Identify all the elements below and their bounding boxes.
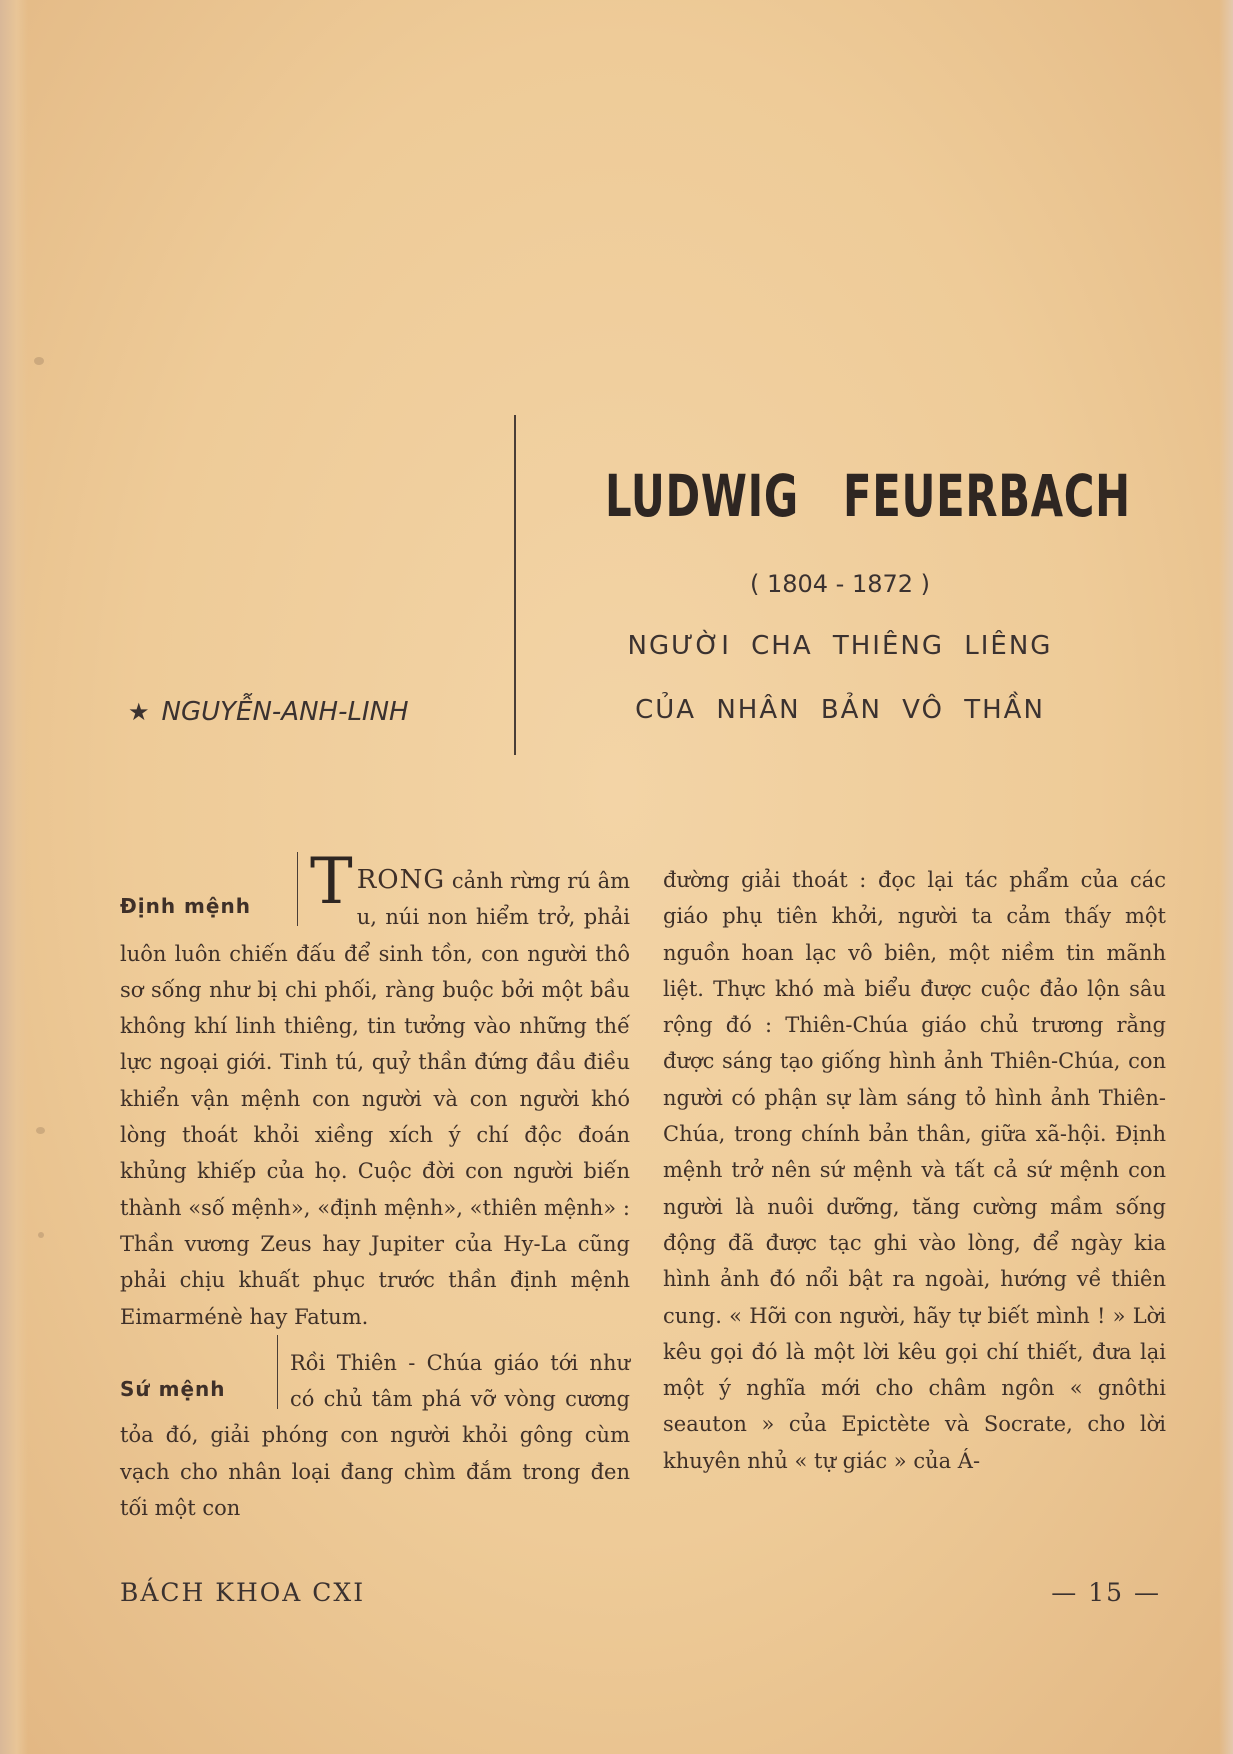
heading-rule (297, 852, 299, 926)
author-byline (128, 697, 409, 727)
star-icon: ★ (128, 698, 150, 726)
stain-mark (36, 1127, 45, 1134)
footer-page-number: — 15 — (1051, 1578, 1161, 1607)
article-years: ( 1804 - 1872 ) (749, 570, 931, 598)
right-column (663, 862, 1166, 1479)
section2-text: Rồi Thiên - Chúa giáo tới như có chủ tâm phá vỡ vòng cương tỏa đó, giải phóng con người khỏi gông cùm vạch cho nhân loại đang chìm đắm trong đen tối một con (120, 1350, 630, 1521)
left-column (120, 845, 630, 1526)
article-subtitle-line2: CỦA NHÂN BẢN VÔ THẦN (635, 695, 1045, 725)
footer-publication: BÁCH KHOA CXI (120, 1578, 366, 1607)
article-title: LUDWIG FEUERBACH (605, 462, 1131, 530)
stain-mark (38, 1232, 44, 1238)
author-name: NGUYỄN-ANH-LINH (161, 697, 409, 727)
right-column-text: đường giải thoát : đọc lại tác phẩm của các giáo phụ tiên khởi, người ta cảm thấy một nguồn hoan lạc vô biên, một niềm tin mãnh liệt. Thực khó mà biểu được cuộc đảo lộn sâu rộng đó : Thiên-Chúa giáo chủ trương rằng được sáng tạo giống hình ảnh Thiên-Chúa, con người có phận sự làm sáng tỏ hình ảnh Thiên-Chúa, trong chính bản thân, giữa xã-hội. Định mệnh trở nên sứ mệnh và tất cả sứ mệnh con người là nuôi dưỡng, tăng cường mầm sống động đã được tạc ghi vào lòng, để ngày kia hình ảnh đó nổi bật ra ngoài, hướng về thiên cung. « Hỡi con người, hãy tự biết mình ! » Lời kêu gọi đó là một lời kêu gọi chí thiết, đưa lại một ý nghĩa mới cho châm ngôn « gnôthi seauton » của Epictète và Socrate, cho lời khuyên nhủ « tự giác » của Á- (663, 868, 1166, 1473)
header-divider-line (514, 415, 516, 755)
section2-heading: Sứ mệnh (120, 1376, 226, 1401)
section1-heading: Định mệnh (120, 893, 251, 918)
paper-edge-left (0, 0, 28, 1754)
dropcap-letter: T (310, 845, 353, 919)
section1-paragraph (120, 845, 630, 1335)
paper-edge-right (1219, 0, 1233, 1754)
section2-heading-box (120, 1345, 278, 1411)
section2-paragraph (120, 1345, 630, 1526)
section1-text: cảnh rừng rú âm u, núi non hiểm trở, phải luôn luôn chiến đấu để sinh tồn, con người thô sơ sống như bị chi phối, ràng buộc bởi một bầu không khí linh thiêng, tin tưởng vào những thế lực ngoại giới. Tinh tú, quỷ thần đứng đầu điều khiển vận mệnh con người và con người khó lòng thoát khỏi xiềng xích ý chí độc đoán khủng khiếp của họ. Cuộc đời con người biến thành «số mệnh», «định mệnh», «thiên mệnh» : Thần vương Zeus hay Jupiter của Hy-La cũng phải chịu khuất phục trước thần định mệnh Eimarménè hay Fatum. (120, 869, 630, 1329)
heading-rule (277, 1335, 279, 1409)
section1-heading-box (120, 862, 298, 928)
article-subtitle-line1: NGƯỜI CHA THIÊNG LIÊNG (627, 631, 1053, 661)
section1-first-word: RONG (356, 865, 446, 895)
stain-mark (34, 357, 44, 365)
